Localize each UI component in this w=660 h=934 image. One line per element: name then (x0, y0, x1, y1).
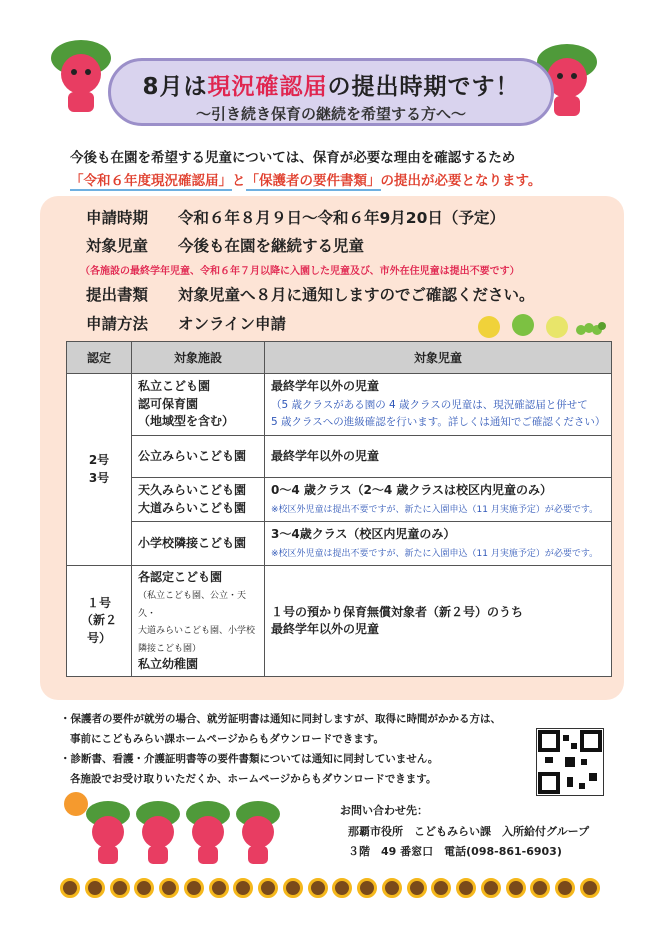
header-children: 対象児童 (265, 342, 612, 374)
header-facility: 対象施設 (132, 342, 265, 374)
contact-heading: お問い合わせ先： (340, 804, 428, 817)
sunflower-icon (407, 878, 427, 898)
sunflower-icon (233, 878, 253, 898)
eligibility-table (66, 341, 612, 677)
sunflower-icon (382, 878, 402, 898)
sunflower-icon (110, 878, 130, 898)
sunflower-border (60, 878, 600, 898)
sunflower-icon (134, 878, 154, 898)
intro-line-1: 今後も在園を希望する児童については、保育が必要な理由を確認するため (70, 150, 516, 166)
sunflower-icon (357, 878, 377, 898)
sunflower-icon (258, 878, 278, 898)
sunflower-icon (283, 878, 303, 898)
apple-yellow-icon (478, 316, 500, 338)
caterpillar-icon (576, 320, 606, 336)
sunflower-icon (159, 878, 179, 898)
children-ameku-daido: 0～4 歳クラス（2～4 歳クラスは校区内児童のみ） ※校区外児童は提出不要ですが、新たに入園申込（11 月実施予定）が必要です。 (265, 478, 612, 522)
sunflower-icon (530, 878, 550, 898)
apple-lime-icon (546, 316, 568, 338)
sunflower-icon (85, 878, 105, 898)
intro-line-2: 「令和６年度現況確認届」と「保護者の要件書類」の提出が必要となります。 (70, 173, 542, 189)
facility-private: 私立こども園 認可保育園 （地域型を含む） (132, 374, 265, 436)
contact-office: 那覇市役所 こどもみらい課 入所給付グループ (348, 825, 590, 838)
period-row: 申請時期 令和６年８月９日～令和６年9月20日（予定） (86, 209, 505, 227)
footer-line-1: ・保護者の要件が就労の場合、就労証明書は通知に同封しますが、取得に時間がかかる方は、 (60, 713, 501, 725)
children-school-adjacent: 3～4歳クラス（校区内児童のみ） ※校区外児童は提出不要ですが、新たに入園申込（11 月実施予定）が必要です。 (265, 522, 612, 566)
children-private: 最終学年以外の児童 （5 歳クラスがある園の 4 歳クラスの児童は、現況確認届と併せて 5 歳クラスへの進級確認を行います。詳しくは通知でご確認ください） (265, 374, 612, 436)
facility-kindergartens: 各認定こども園 （私立こども園、公立・天久・ 大道みらいこども園、小学校 隣接こども園） 私立幼稚園 (132, 566, 265, 677)
target-row: 対象児童 今後も在園を継続する児童 (86, 237, 365, 255)
page-subtitle: ～引き続き保育の継続を希望する方へ～ (195, 105, 466, 123)
cert-1-new2: １号 （新２号） (67, 566, 132, 677)
children-kindergartens: １号の預かり保育無償対象者（新２号）のうち 最終学年以外の児童 (265, 566, 612, 677)
sunflower-icon (209, 878, 229, 898)
sunflower-icon (580, 878, 600, 898)
sunflower-icon (332, 878, 352, 898)
qr-code-icon[interactable] (536, 728, 604, 796)
cert-2-3: 2号 3号 (67, 374, 132, 566)
sunflower-icon (555, 878, 575, 898)
mascot-group-icon (60, 790, 300, 870)
footer-line-3: ・診断書、看護・介護証明書等の要件書類については通知に同封していません。 (60, 753, 439, 765)
facility-ameku-daido: 天久みらいこども園 大道みらいこども園 (132, 478, 265, 522)
facility-school-adjacent: 小学校隣接こども園 (132, 522, 265, 566)
facility-public-mirai: 公立みらいこども園 (132, 436, 265, 478)
contact-phone: ３階 49 番窓口 電話(098-861-6903) (348, 845, 562, 858)
target-note: （各施設の最終学年児童、令和６年７月以降に入園した児童及び、市外在住児童は提出不要です） (80, 266, 520, 277)
sunflower-icon (184, 878, 204, 898)
mascot-left-icon (46, 36, 116, 116)
footer-line-4: 各施設でお受け取りいただくか、ホームページからもダウンロードできます。 (70, 773, 437, 785)
footer-line-2: 事前にこどもみらい課ホームページからもダウンロードできます。 (70, 733, 384, 745)
children-public-mirai: 最終学年以外の児童 (265, 436, 612, 478)
method-row: 申請方法 オンライン申請 (86, 315, 287, 333)
sunflower-icon (456, 878, 476, 898)
docs-row: 提出書類 対象児童へ８月に通知しますのでご確認ください。 (86, 286, 535, 304)
sunflower-icon (308, 878, 328, 898)
header-certification: 認定 (67, 342, 132, 374)
sunflower-icon (506, 878, 526, 898)
sunflower-icon (431, 878, 451, 898)
sunflower-icon (60, 878, 80, 898)
page-title: 8月は現況確認届の提出時期です！ (142, 74, 520, 100)
sunflower-icon (481, 878, 501, 898)
apple-green-icon (512, 314, 534, 336)
